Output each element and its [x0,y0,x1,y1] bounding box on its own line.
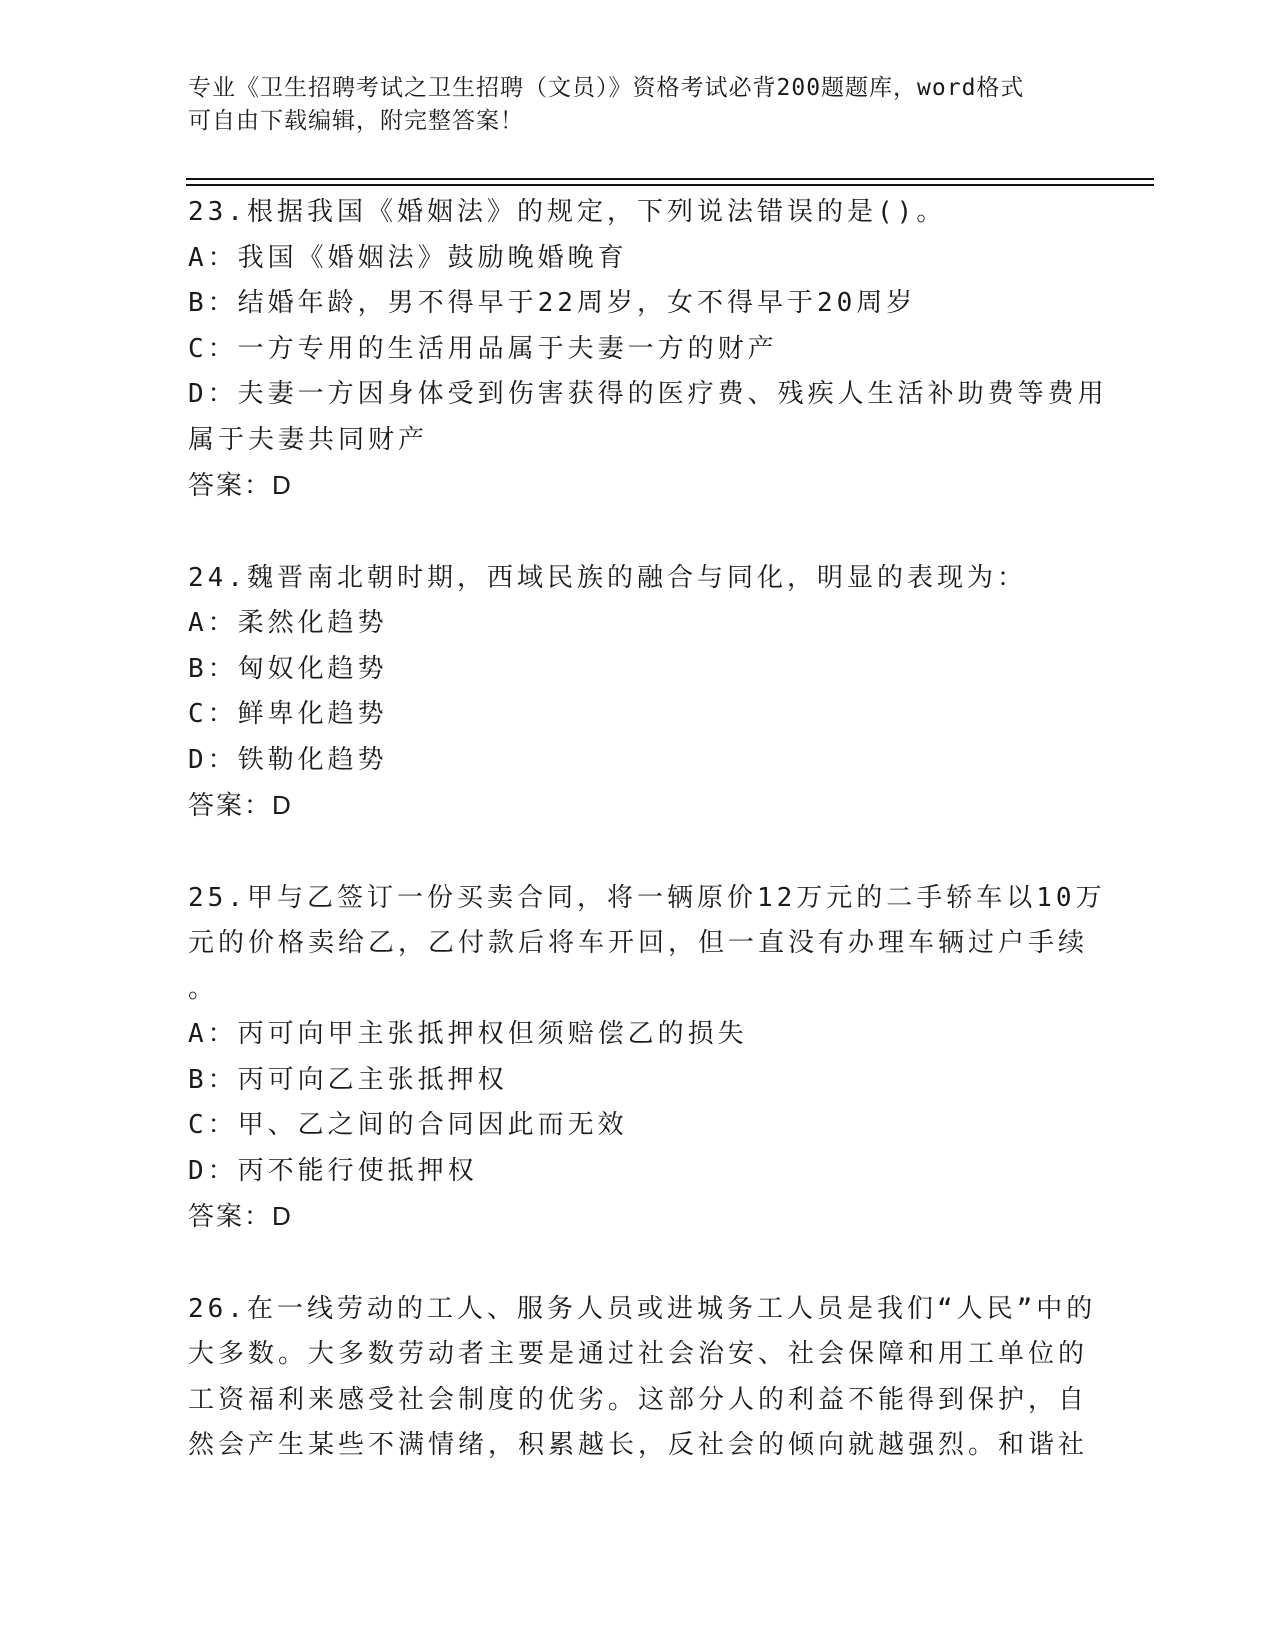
question-stem: 26.在一线劳动的工人、服务人员或进城务工人员是我们“人民”中的 [188,1293,1097,1324]
question-stem-continued: 大多数。大多数劳动者主要是通过社会治安、社会保障和用工单位的 [188,1339,1089,1369]
option-d: D：夫妻一方因身体受到伤害获得的医疗费、残疾人生活补助费等费用 [188,379,1108,409]
option-b: B：匈奴化趋势 [188,653,388,684]
option-d: D：丙不能行使抵押权 [188,1155,478,1186]
answer-label: 答案：D [188,470,293,500]
option-c: C：甲、乙之间的合同因此而无效 [188,1110,628,1140]
option-a: A：丙可向甲主张抵押权但须赔偿乙的损失 [188,1019,748,1049]
option-a: A：我国《婚姻法》鼓励晚婚晚育 [188,242,628,273]
header-divider-top [186,178,1154,180]
header-divider-bottom [186,184,1154,186]
header-line: 专业《卫生招聘考试之卫生招聘（文员）》资格考试必背200题题库，word格式 [188,75,1025,101]
question-stem-continued: 然会产生某些不满情绪，积累越长，反社会的倾向就越强烈。和谐社 [188,1430,1089,1460]
question-stem-continued: 元的价格卖给乙，乙付款后将车开回，但一直没有办理车辆过户手续 [188,928,1089,958]
option-b: B：丙可向乙主张抵押权 [188,1064,508,1095]
question-stem-continued: 。 [188,973,219,1004]
question-23 [188,190,1108,509]
option-b: B：结婚年龄，男不得早于22周岁，女不得早于20周岁 [188,288,917,318]
option-c: C：鲜卑化趋势 [188,699,388,729]
question-stem: 25.甲与乙签订一份买卖合同，将一辆原价12万元的二手轿车以10万 [188,882,1106,913]
question-stem: 24.魏晋南北朝时期，西域民族的融合与同化，明显的表现为： [188,562,1027,593]
question-stem: 23.根据我国《婚姻法》的规定，下列说法错误的是()。 [188,197,947,227]
answer-label: 答案：D [188,790,293,820]
option-d: D：铁勒化趋势 [188,744,388,775]
question-list [188,190,1108,1516]
option-a: A：柔然化趋势 [188,608,388,638]
question-25 [188,876,1106,1240]
header-line: 可自由下载编辑，附完整答案！ [188,108,524,134]
question-stem-continued: 工资福利来感受社会制度的优劣。这部分人的利益不能得到保护，自 [188,1384,1089,1415]
option-c: C：一方专用的生活用品属于夫妻一方的财产 [188,333,778,364]
question-24 [188,556,1088,829]
answer-label: 答案：D [188,1201,293,1231]
document-header [188,72,1068,138]
option-d-continued: 属于夫妻共同财产 [188,424,429,455]
question-26 [188,1287,1097,1469]
